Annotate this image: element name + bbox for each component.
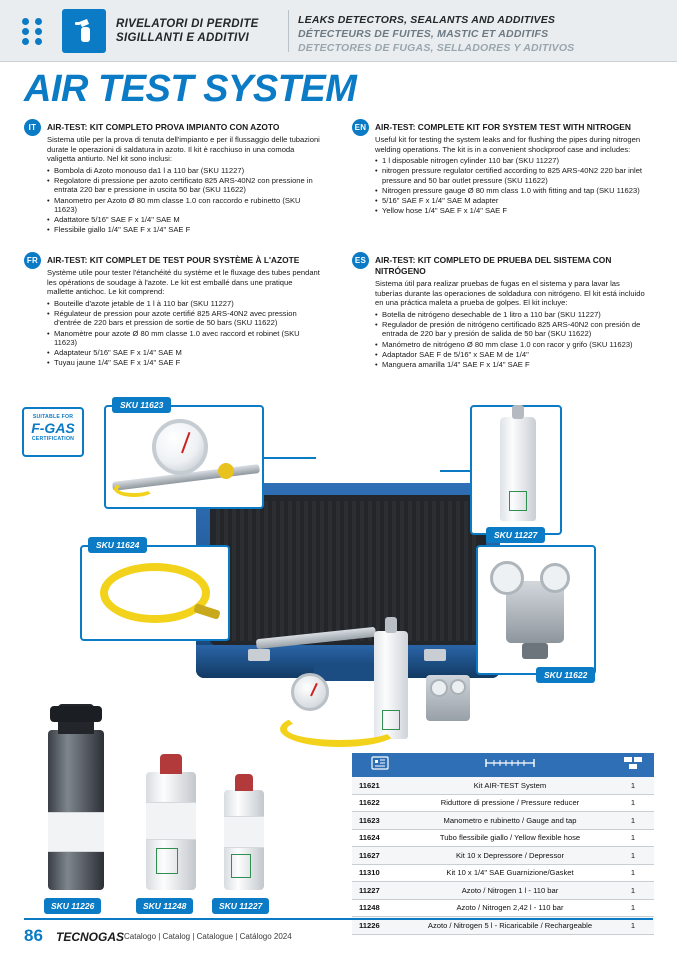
block-list-en [375, 156, 648, 216]
callout-11622 [476, 545, 596, 675]
block-intro-it: Sistema utile per la prova di tenuta dell'impianto e per il flussaggio delle tubazioni durate le operazioni di saldatura in azoto. Il kit è racchiuso in una comoda valigetta antiurto. Nel kit sono inclusi: [47, 135, 320, 164]
fgas-line3: CERTIFICATION [31, 436, 75, 442]
callout-11623 [104, 405, 264, 509]
callout-11227 [470, 405, 562, 535]
lang-badge-en: EN [352, 119, 369, 136]
list-item: • 5/16" SAE F x 1/4" SAE M adapter [375, 196, 648, 206]
list-item: • Yellow hose 1/4" SAE F x 1/4" SAE F [375, 206, 648, 216]
list-item: • Manómetro de nitrógeno Ø 80 mm clase 1.0 con racor y grifo (SKU 11623) [375, 340, 648, 350]
cell-code: 11622 [359, 798, 380, 808]
header-category-it: RIVELATORI DI PERDITE SIGILLANTI E ADDITIVI [116, 18, 259, 44]
product-table [352, 753, 654, 935]
leader-line-11623 [264, 457, 316, 459]
list-item: • Adaptateur 5/16" SAE F x 1/4" SAE M [47, 348, 320, 358]
cell-qty: 1 [630, 885, 636, 895]
cell-qty: 1 [630, 920, 636, 930]
list-item: • Regolatore di pressione per azoto certificato 825 ARS-40N2 con pressione in entrata 220 bar e pressione in uscita 50 bar (SKU 11622) [47, 176, 320, 195]
description-block-en [352, 119, 648, 216]
header-title-en: LEAKS DETECTORS, SEALANTS AND ADDITIVES [298, 14, 556, 26]
list-item: • Manomètre pour azote Ø 80 mm classe 1.0 avec raccord et robinet (SKU 11623) [47, 329, 320, 348]
lang-badge-fr: FR [24, 252, 41, 269]
cell-desc: Tubo flessibile giallo / Yellow flexible hose [439, 833, 581, 843]
block-intro-en: Useful kit for testing the system leaks and for flushing the pipes during nitrogen welding operations. The kit is in a convenient shockproof case and includes: [375, 135, 641, 154]
page-number: 86 [24, 926, 43, 945]
list-item: • Adaptador SAE F de 5/16" x SAE M de 1/4" [375, 350, 648, 360]
cell-code: 11310 [359, 868, 380, 878]
hose-in-case [280, 711, 400, 747]
table-row [352, 777, 654, 795]
sku-label-11226: SKU 11226 [44, 898, 101, 914]
cell-code: 11227 [359, 885, 380, 895]
block-title-es: AIR-TEST: KIT COMPLETO DE PRUEBA DEL SISTEMA CON NITRÓGENO [375, 255, 612, 276]
header-language-titles [298, 14, 668, 54]
sku-label-11227-bottom: SKU 11227 [212, 898, 269, 914]
table-row [352, 812, 654, 830]
description-block-es [352, 252, 648, 370]
cell-desc: Kit 10 x 1/4" SAE Guarnizione/Gasket [446, 868, 574, 878]
cell-desc: Manometro e rubinetto / Gauge and tap [443, 815, 577, 825]
list-item: • Nitrogen pressure gauge Ø 80 mm class 1.0 with fitting and tap (SKU 11623) [375, 186, 648, 196]
lang-badge-es: ES [352, 252, 369, 269]
list-item: • nitrogen pressure regulator certified according to 825 ARS-40N2 220 bar inlet pressure and 50 bar outlet pressure (SKU 11622) [375, 166, 648, 185]
product-photo-area [0, 395, 677, 725]
page-title: AIR TEST SYSTEM [24, 68, 357, 110]
page-header [0, 0, 677, 62]
list-item: • Regulador de presión de nitrógeno certificado 825 ARS-40N2 con presión de entrada de 220 bar y presión de salida de 50 bar (SKU 11622) [375, 320, 648, 339]
table-row [352, 882, 654, 900]
leader-line-11227 [440, 470, 472, 472]
cell-desc: Azoto / Nitrogen 2,42 l - 110 bar [456, 903, 564, 913]
grid-dots-icon [22, 18, 56, 46]
footer-divider [24, 918, 653, 920]
cell-code: 11226 [359, 920, 380, 930]
block-title-it: AIR-TEST: KIT COMPLETO PROVA IMPIANTO CON AZOTO [47, 122, 280, 132]
boxes-icon [612, 756, 654, 775]
list-item: • Botella de nitrógeno desechable de 1 litro a 110 bar (SKU 11227) [375, 310, 648, 320]
table-row [352, 865, 654, 883]
brand-name: TECNOGAS [56, 930, 125, 944]
cell-desc: Azoto / Nitrogen 1 l - 110 bar [461, 885, 559, 895]
header-title-fr: DÉTECTEURS DE FUITES, MASTIC ET ADDITIFS [298, 28, 549, 40]
regulator-in-case [426, 675, 470, 721]
product-cylinder-11227 [218, 772, 270, 890]
header-title-es: DETECTORES DE FUGAS, SELLADORES Y ADITIVOS [298, 42, 575, 54]
description-block-it [24, 119, 320, 235]
carry-case [196, 483, 500, 683]
ruler-icon [408, 756, 612, 774]
spray-bottle-icon [62, 9, 106, 53]
lang-badge-it: IT [24, 119, 41, 136]
fgas-line1: SUITABLE FOR [32, 414, 74, 420]
product-cylinder-11248 [140, 752, 202, 890]
cell-code: 11621 [359, 780, 380, 790]
sku-label-11227: SKU 11227 [486, 527, 545, 543]
list-item: • Manometro per Azoto Ø 80 mm classe 1.0 con raccordo e rubinetto (SKU 11623) [47, 196, 320, 215]
cell-code: 11623 [359, 815, 380, 825]
code-icon [352, 756, 408, 775]
cell-code: 11627 [359, 850, 380, 860]
block-intro-fr: Système utile pour tester l'étanchéité du système et le fluxage des tubes pendant les opérations de soudage à l'azote. Le kit est emballé dans une pratique mallette antichoc. Le kit comprend: [47, 268, 320, 297]
sku-label-11248: SKU 11248 [136, 898, 193, 914]
block-list-it [47, 166, 320, 235]
list-item: • Bouteille d'azote jetable de 1 l à 110 bar (SKU 11227) [47, 299, 320, 309]
list-item: • Tuyau jaune 1/4" SAE F x 1/4" SAE F [47, 358, 320, 368]
list-item: • Régulateur de pression pour azote certifié 825 ARS-40N2 avec pression d'entrée de 220 bars et pression de sortie de 50 bars (SKU 11622) [47, 309, 320, 328]
page-footer [0, 918, 677, 958]
cell-code: 11248 [359, 903, 380, 913]
cell-desc: Riduttore di pressione / Pressure reducer [440, 798, 580, 808]
fgas-line2: F-GAS [31, 420, 75, 436]
block-list-es [375, 310, 648, 370]
sku-label-11623: SKU 11623 [112, 397, 171, 413]
table-row [352, 830, 654, 848]
cell-desc: Kit 10 x Depressore / Depressor [455, 850, 565, 860]
description-block-fr [24, 252, 320, 368]
sku-label-11624: SKU 11624 [88, 537, 147, 553]
gauge-in-case [291, 673, 329, 711]
header-divider [288, 10, 289, 52]
footer-text: Catalogo | Catalog | Catalogue | Catálogo 2024 [124, 932, 292, 941]
table-row [352, 847, 654, 865]
table-row [352, 795, 654, 813]
list-item: • 1 l disposable nitrogen cylinder 110 bar (SKU 11227) [375, 156, 648, 166]
cell-qty: 1 [630, 903, 636, 913]
list-item: • Manguera amarilla 1/4" SAE F x 1/4" SAE F [375, 360, 648, 370]
cell-qty: 1 [630, 780, 636, 790]
list-item: • Adattatore 5/16" SAE F x 1/4" SAE M [47, 215, 320, 225]
cell-desc: Azoto / Nitrogen 5 l - Ricaricabile / Rechargeable [427, 920, 593, 930]
cell-code: 11624 [359, 833, 380, 843]
block-title-fr: AIR-TEST: KIT COMPLET DE TEST POUR SYSTÈME À L'AZOTE [47, 255, 300, 265]
block-intro-es: Sistema útil para realizar pruebas de fugas en el sistema y para lavar las tuberías durante las operaciones de soldadura con nitrógeno. El kit está incluido en una práctica maleta a prueba de golpes. El kit incluye: [375, 279, 645, 308]
cell-qty: 1 [630, 815, 636, 825]
cell-qty: 1 [630, 850, 636, 860]
cell-qty: 1 [630, 798, 636, 808]
block-list-fr [47, 299, 320, 368]
product-cylinder-11226 [36, 700, 116, 890]
list-item: • Bombola di Azoto monouso da1 l a 110 bar (SKU 11227) [47, 166, 320, 176]
list-item: • Flessibile giallo 1/4" SAE F x 1/4" SAE F [47, 225, 320, 235]
cell-desc: Kit AIR-TEST System [473, 780, 547, 790]
table-header-row [352, 753, 654, 777]
block-title-en: AIR-TEST: COMPLETE KIT FOR SYSTEM TEST WITH NITROGEN [375, 122, 631, 132]
sku-label-11622: SKU 11622 [536, 667, 595, 683]
cell-qty: 1 [630, 833, 636, 843]
callout-11624 [80, 545, 230, 641]
cell-qty: 1 [630, 868, 636, 878]
table-row [352, 900, 654, 918]
